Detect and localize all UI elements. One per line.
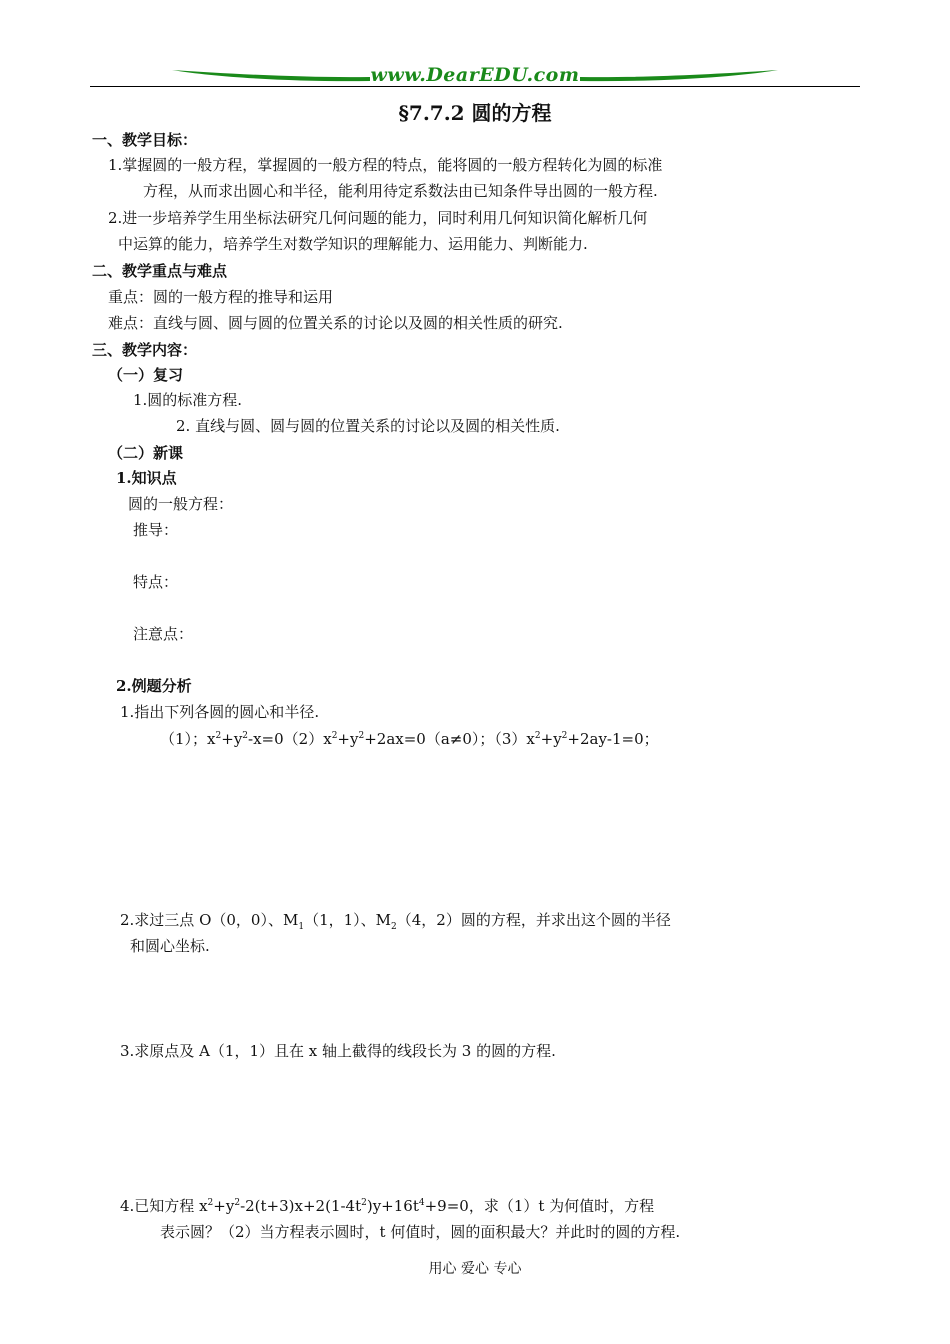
objective-2-line-2: 中运算的能力，培养学生对数学知识的理解能力、运用能力、判断能力. <box>118 235 588 253</box>
review-item-1: 1.圆的标准方程. <box>133 391 243 409</box>
key-point-text: 重点：圆的一般方程的推导和运用 <box>108 288 334 306</box>
subsection-review: （一）复习 <box>108 366 184 384</box>
objective-1-line-1: 1.掌握圆的一般方程，掌握圆的一般方程的特点，能将圆的一般方程转化为圆的标准 <box>108 156 663 174</box>
examples-heading: 2.例题分析 <box>116 677 192 695</box>
general-equation-label: 圆的一般方程： <box>128 495 234 513</box>
page-footer: 用心 爱心 专心 <box>428 1261 522 1277</box>
objective-1-line-2: 方程，从而求出圆心和半径，能利用待定系数法由已知条件导出圆的一般方程. <box>143 182 658 200</box>
subsection-new-lesson: （二）新课 <box>108 444 184 462</box>
derivation-label: 推导： <box>133 521 179 539</box>
section-heading-objectives: 一、教学目标： <box>92 131 198 149</box>
example-4-line-1: 4.已知方程 $x^2+y^2-2(t+3)x+2(1-4t^2)y+16t^4+9=0$，求（1）t 为何值时，方程 <box>120 1197 655 1215</box>
example-2-line-2: 和圆心坐标. <box>130 937 210 955</box>
section-heading-content: 三、教学内容： <box>92 341 198 359</box>
header-rule <box>90 86 860 87</box>
difficulty-text: 难点：直线与圆、圆与圆的位置关系的讨论以及圆的相关性质的研究. <box>108 314 563 332</box>
example-2-line-1: 2.求过三点 O（0，0）、$M_1(1$，1）、$M_2(4$，2）圆的方程，并求出这个圆的半径 <box>120 911 671 932</box>
section-heading-key-points: 二、教学重点与难点 <box>92 262 228 280</box>
page-title: §7.7.2 圆的方程 <box>398 101 552 125</box>
features-label: 特点： <box>133 573 179 591</box>
knowledge-heading: 1.知识点 <box>116 469 177 487</box>
logo-text: www.DearEDU.com <box>370 64 580 86</box>
example-4-line-2: 表示圆？（2）当方程表示圆时，t 何值时，圆的面积最大？并此时的圆的方程. <box>160 1223 681 1241</box>
notes-label: 注意点： <box>133 625 194 643</box>
review-item-2: 2. 直线与圆、圆与圆的位置关系的讨论以及圆的相关性质. <box>176 417 560 435</box>
example-3: 3.求原点及 A（1，1）且在 x 轴上截得的线段长为 3 的圆的方程. <box>120 1042 556 1060</box>
example-1-line-2: （1）；$x^2+y^2-x=0(2)x^2+y^2+2ax=0(a\ne 0)$；$(3)x^2+y^2+2ay-1=0$； <box>160 730 659 748</box>
example-1-line-1: 1.指出下列各圆的圆心和半径. <box>120 703 320 721</box>
objective-2-line-1: 2.进一步培养学生用坐标法研究几何问题的能力，同时利用几何知识简化解析几何 <box>108 209 648 227</box>
